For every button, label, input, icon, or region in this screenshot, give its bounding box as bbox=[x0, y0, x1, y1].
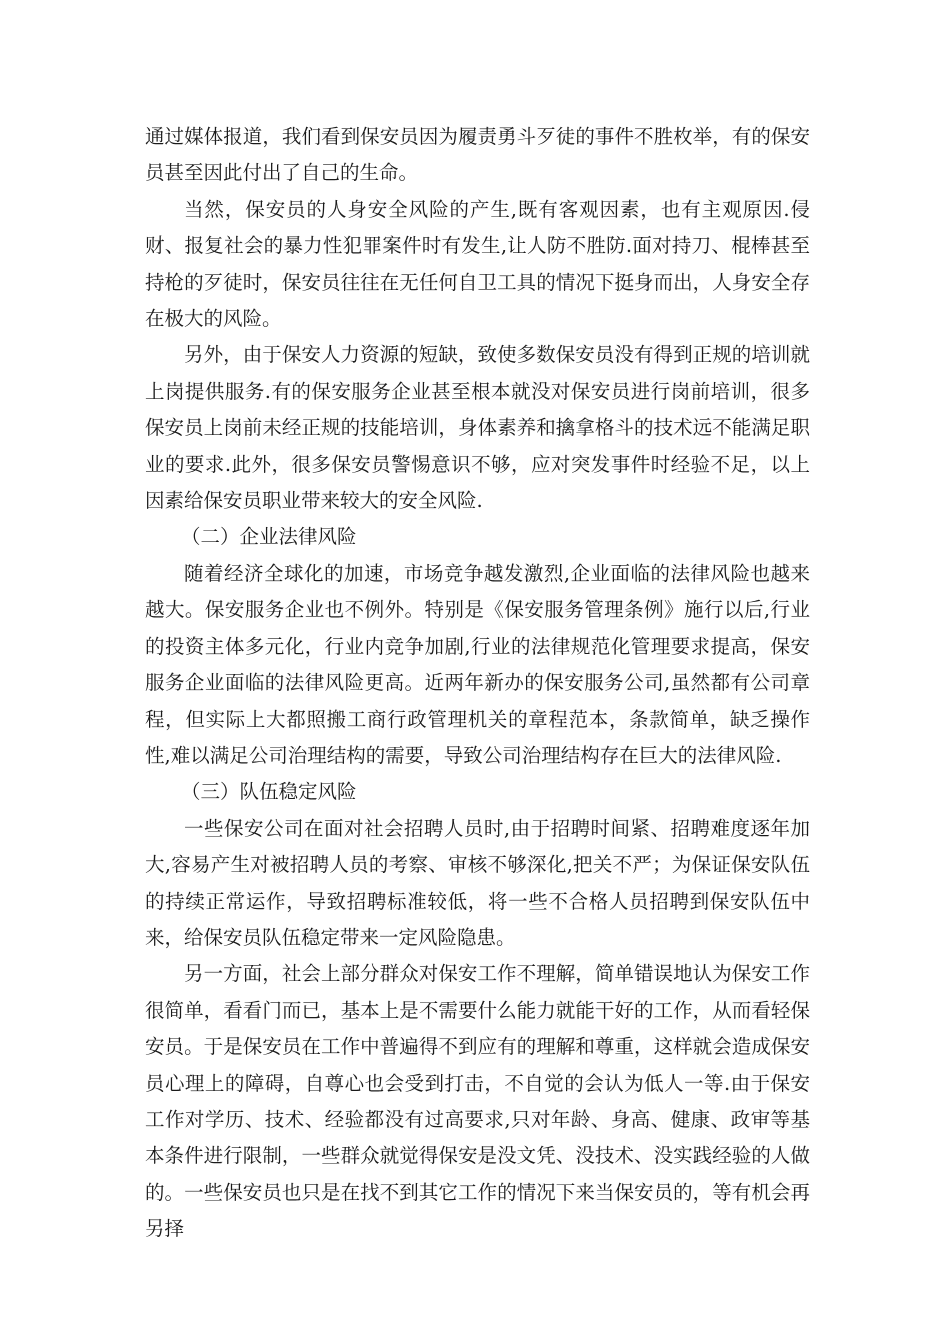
paragraph-intro: 通过媒体报道，我们看到保安员因为履责勇斗歹徒的事件不胜枚举，有的保安员甚至因此付出了自己的生命。 bbox=[145, 125, 810, 185]
document-body bbox=[145, 119, 810, 1248]
paragraph-legal-risk: 随着经济全球化的加速，市场竞争越发激烈,企业面临的法律风险也越来越大。保安服务企业也不例外。特别是《保安服务管理条例》施行以后,行业的投资主体多元化，行业内竞争加剧,行业的法律规范化管理要求提高，保安服务企业面临的法律风险更高。近两年新办的保安服务公司,虽然都有公司章程，但实际上大都照搬工商行政管理机关的章程范本，条款简单，缺乏操作性,难以满足公司治理结构的需要，导致公司治理结构存在巨大的法律风险. bbox=[145, 561, 810, 767]
paragraph-training-shortage: 另外，由于保安人力资源的短缺，致使多数保安员没有得到正规的培训就上岗提供服务.有的保安服务企业甚至根本就没对保安员进行岗前培训，很多保安员上岗前未经正规的技能培训，身体素养和擒拿格斗的技术远不能满足职业的要求.此外，很多保安员警惕意识不够，应对突发事件时经验不足，以上因素给保安员职业带来较大的安全风险. bbox=[145, 343, 810, 513]
paragraph-public-perception: 另一方面，社会上部分群众对保安工作不理解，简单错误地认为保安工作很简单，看看门而已，基本上是不需要什么能力就能干好的工作，从而看轻保安员。于是保安员在工作中普遍得不到应有的理解和尊重，这样就会造成保安员心理上的障碍，自尊心也会受到打击，不自觉的会认为低人一等.由于保安工作对学历、技术、经验都没有过高要求,只对年龄、身高、健康、政审等基本条件进行限制，一些群众就觉得保安是没文凭、没技术、没实践经验的人做的。一些保安员也只是在找不到其它工作的情况下来当保安员的，等有机会再另择 bbox=[145, 962, 810, 1241]
paragraph-personal-safety-risk: 当然，保安员的人身安全风险的产生,既有客观因素，也有主观原因.侵财、报复社会的暴力性犯罪案件时有发生,让人防不胜防.面对持刀、棍棒甚至持枪的歹徒时，保安员往往在无任何自卫工具的情况下挺身而出，人身安全存在极大的风险。 bbox=[145, 197, 810, 331]
paragraph-recruitment: 一些保安公司在面对社会招聘人员时,由于招聘时间紧、招聘难度逐年加大,容易产生对被招聘人员的考察、审核不够深化,把关不严；为保证保安队伍的持续正常运作，导致招聘标准较低，将一些不合格人员招聘到保安队伍中来，给保安员队伍稳定带来一定风险隐患。 bbox=[145, 816, 810, 949]
section-heading-legal-risk: （二）企业法律风险 bbox=[181, 525, 357, 549]
section-heading-team-stability-risk: （三）队伍稳定风险 bbox=[181, 780, 357, 804]
